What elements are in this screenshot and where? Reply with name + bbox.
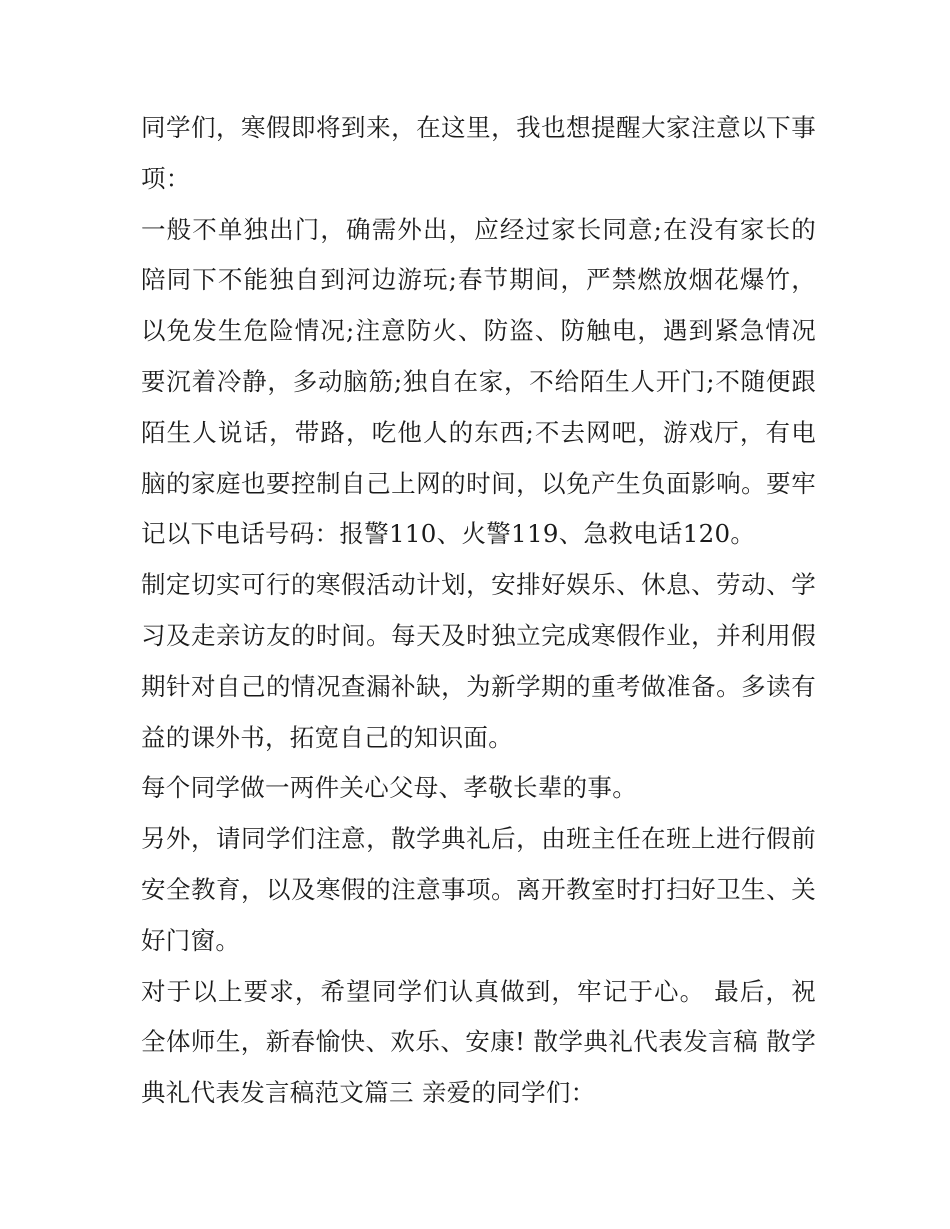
paragraph-safety-rules: 一般不单独出门，确需外出，应经过家长同意;在没有家长的陪同下不能独自到河边游玩;春节期间，严禁燃放烟花爆竹，以免发生危险情况;注意防火、防盗、防触电，遇到紧急情况要沉着冷静，多动脑筋;独自在家，不给陌生人开门;不随便跟陌生人说话，带路，吃他人的东西;不去网吧，游戏厅，有电脑的家庭也要控制自己上网的时间，以免产生负面影响。要牢记以下电话号码：报警110、火警119、急救电话120。 <box>141 214 816 549</box>
document-body <box>141 103 816 1119</box>
paragraph-closing-notes: 另外，请同学们注意，散学典礼后，由班主任在班上进行假前安全教育，以及寒假的注意事项。离开教室时打扫好卫生、关好门窗。 <box>141 824 816 955</box>
paragraph-study-plan: 制定切实可行的寒假活动计划，安排好娱乐、休息、劳动、学习及走亲访友的时间。每天及时独立完成寒假作业，并利用假期针对自己的情况查漏补缺，为新学期的重考做准备。多读有益的课外书，拓宽自己的知识面。 <box>141 570 816 752</box>
paragraph-closing-wishes: 对于以上要求，希望同学们认真做到，牢记于心。 最后，祝全体师生，新春愉快、欢乐、安康! 散学典礼代表发言稿 散学典礼代表发言稿范文篇三 亲爱的同学们： <box>141 976 816 1108</box>
paragraph-filial-duty: 每个同学做一两件关心父母、孝敬长辈的事。 <box>141 773 637 803</box>
paragraph-reminder-intro: 同学们，寒假即将到来，在这里，我也想提醒大家注意以下事项： <box>141 113 816 193</box>
